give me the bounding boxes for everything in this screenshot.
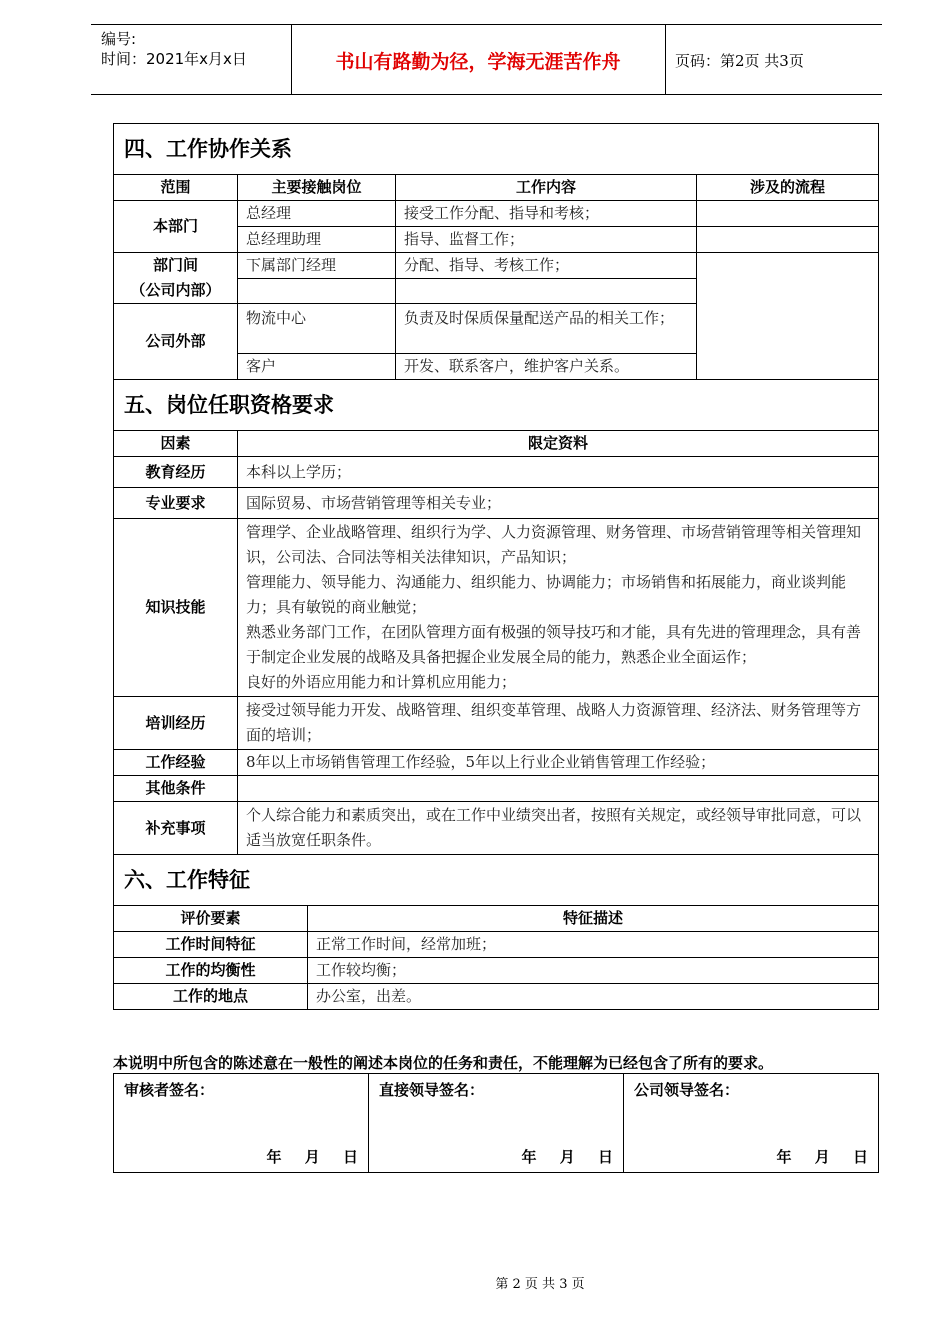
post-cell — [238, 279, 396, 304]
document-time: 时间：2021年x月x日 — [101, 50, 247, 68]
req-label-other: 其他条件 — [114, 776, 238, 802]
signature-box-reviewer[interactable] — [114, 1074, 369, 1173]
motto: 书山有路勤为径，学海无涯苦作舟 — [335, 51, 621, 73]
req-label-education: 教育经历 — [114, 457, 238, 488]
process-cell — [697, 227, 879, 253]
content-cell — [396, 279, 697, 304]
post-cell: 下属部门经理 — [238, 253, 396, 279]
signature-box-direct-leader[interactable] — [369, 1074, 624, 1173]
section6-title: 六、工作特征 — [114, 855, 879, 906]
req-label-major: 专业要求 — [114, 488, 238, 519]
process-cell — [697, 201, 879, 227]
col-header-eval-factor: 评价要素 — [114, 906, 308, 932]
req-skills-text — [238, 519, 879, 697]
col-header-factor: 因素 — [114, 431, 238, 457]
skill-paragraph: 管理学、企业战略管理、组织行为学、人力资源管理、财务管理、市场营销管理等相关管理知识，公司法、合同法等相关法律知识，产品知识； — [246, 523, 862, 566]
header-meta — [91, 25, 292, 94]
page-footer: 第 2 页 共 3 页 — [495, 1277, 585, 1292]
scope-external: 公司外部 — [114, 304, 238, 380]
col-header-requirement: 限定资料 — [238, 431, 879, 457]
post-cell: 总经理助理 — [238, 227, 396, 253]
scope-inter-dept — [114, 253, 238, 304]
feature-text: 办公室，出差。 — [308, 984, 879, 1010]
content-cell: 分配、指导、考核工作； — [396, 253, 697, 279]
feature-label: 工作的地点 — [114, 984, 308, 1010]
content-cell: 接受工作分配、指导和考核； — [396, 201, 697, 227]
feature-text: 正常工作时间，经常加班； — [308, 932, 879, 958]
signature-date: 年 月 日 — [521, 1148, 613, 1166]
job-description-table — [113, 123, 879, 1010]
feature-text: 工作较均衡； — [308, 958, 879, 984]
req-text: 国际贸易、市场营销管理等相关专业； — [238, 488, 879, 519]
req-label-skills: 知识技能 — [114, 519, 238, 697]
skill-paragraph: 良好的外语应用能力和计算机应用能力； — [246, 673, 517, 691]
post-cell: 客户 — [238, 354, 396, 380]
signature-date: 年 月 日 — [776, 1148, 868, 1166]
page-number: 页码：第2页 共3页 — [675, 52, 804, 70]
header-page-cell — [667, 25, 882, 94]
col-header-feature: 特征描述 — [308, 906, 879, 932]
section4-title: 四、工作协作关系 — [114, 124, 879, 175]
col-header-process: 涉及的流程 — [697, 175, 879, 201]
content-cell: 负责及时保质保量配送产品的相关工作； — [396, 304, 697, 354]
feature-label: 工作的均衡性 — [114, 958, 308, 984]
skill-paragraph: 管理能力、领导能力、沟通能力、组织能力、协调能力；市场销售和拓展能力，商业谈判能力；具有敏锐的商业触觉； — [246, 573, 847, 616]
content-cell: 指导、监督工作； — [396, 227, 697, 253]
section5-title: 五、岗位任职资格要求 — [114, 380, 879, 431]
signature-label: 审核者签名： — [124, 1081, 215, 1099]
col-header-content: 工作内容 — [396, 175, 697, 201]
post-cell: 总经理 — [238, 201, 396, 227]
signature-table — [113, 1073, 879, 1173]
req-label-training: 培训经历 — [114, 697, 238, 750]
col-header-scope: 范围 — [114, 175, 238, 201]
header-motto-cell — [291, 25, 666, 94]
req-text: 本科以上学历； — [238, 457, 879, 488]
scope-inter-dept-line1: 部门间 — [152, 256, 198, 274]
signature-label: 直接领导签名： — [379, 1081, 485, 1099]
signature-date: 年 月 日 — [266, 1148, 358, 1166]
scope-inter-dept-line2: （公司内部） — [130, 281, 221, 299]
feature-label: 工作时间特征 — [114, 932, 308, 958]
content-cell: 开发、联系客户，维护客户关系。 — [396, 354, 697, 380]
col-header-post: 主要接触岗位 — [238, 175, 396, 201]
req-text: 接受过领导能力开发、战略管理、组织变革管理、战略人力资源管理、经济法、财务管理等方面的培训； — [238, 697, 879, 750]
page-header — [91, 24, 882, 95]
scope-own-dept: 本部门 — [114, 201, 238, 253]
req-text — [238, 776, 879, 802]
post-cell: 物流中心 — [238, 304, 396, 354]
req-label-supplement: 补充事项 — [114, 802, 238, 855]
signature-box-company-leader[interactable] — [624, 1074, 879, 1173]
req-text: 8年以上市场销售管理工作经验，5年以上行业企业销售管理工作经验； — [238, 750, 879, 776]
skill-paragraph: 熟悉业务部门工作，在团队管理方面有极强的领导技巧和才能，具有先进的管理理念，具有善于制定企业发展的战略及具备把握企业发展全局的能力，熟悉企业全面运作； — [246, 623, 862, 666]
document-number: 编号: — [101, 30, 137, 48]
req-text: 个人综合能力和素质突出，或在工作中业绩突出者，按照有关规定，或经领导审批同意，可以适当放宽任职条件。 — [238, 802, 879, 855]
req-label-experience: 工作经验 — [114, 750, 238, 776]
signature-label: 公司领导签名： — [634, 1081, 740, 1099]
process-cell — [697, 253, 879, 380]
disclaimer-note: 本说明中所包含的陈述意在一般性的阐述本岗位的任务和责任，不能理解为已经包含了所有的要求。 — [113, 1054, 774, 1072]
